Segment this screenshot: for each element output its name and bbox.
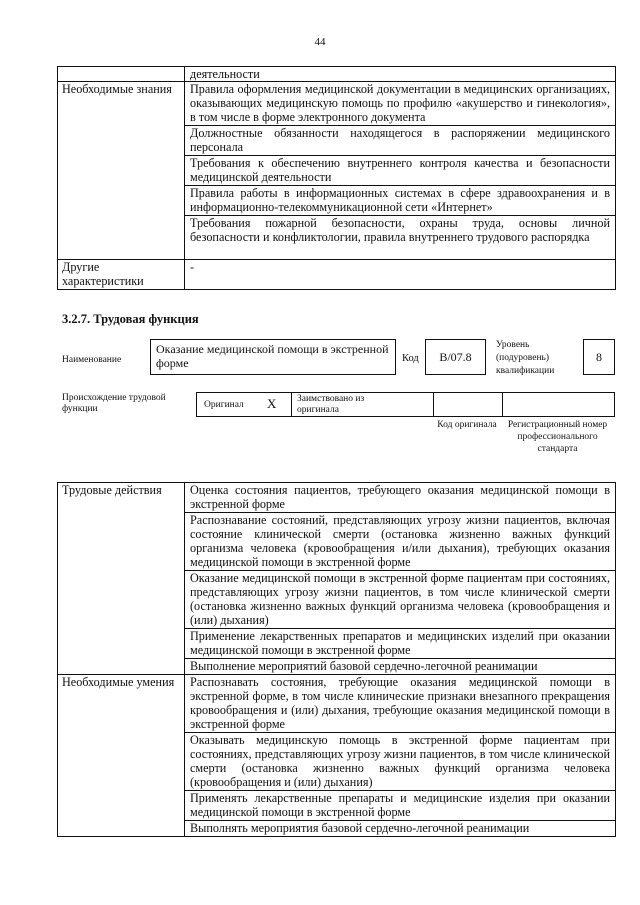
action-item: Применение лекарственных препаратов и медицинских изделий при оказании медицинской помощи в экстренной форме xyxy=(185,629,616,659)
level-box xyxy=(583,339,615,375)
function-name-value: Оказание медицинской помощи в экстренной форме xyxy=(156,342,389,370)
function-name-box xyxy=(150,339,396,375)
other-characteristics-label: Другие характеристики xyxy=(58,260,185,290)
code-box xyxy=(425,339,486,375)
reg-number-label: Регистрационный номер профессионального стандарта xyxy=(507,420,608,454)
code-original-label: Код оригинала xyxy=(437,420,497,430)
knowledge-table xyxy=(57,66,616,290)
knowledge-label: Необходимые знания xyxy=(58,82,185,260)
original-mark: X xyxy=(267,396,277,411)
knowledge-item: Требования пожарной безопасности, охраны труда, основы личной безопасности и конфликтологии, правила внутреннего трудового распорядка xyxy=(185,216,616,260)
skill-item: Распознавать состояния, требующие оказания медицинской помощи в экстренной форме, в том числе клинические признаки внезапного прекращения кровообращения и (или) дыхания, требующие оказания медицинской помощи в экстренной форме xyxy=(185,675,616,733)
action-item: Выполнение мероприятий базовой сердечно-легочной реанимации xyxy=(185,659,616,675)
original-label: Оригинал xyxy=(204,400,244,410)
section-title: 3.2.7. Трудовая функция xyxy=(62,312,199,326)
knowledge-item: Должностные обязанности находящегося в распоряжении медицинского персонала xyxy=(185,126,616,156)
knowledge-item: Правила оформления медицинской документации в медицинских организациях, оказывающих медицинскую помощь по профилю «акушерство и гинекология», в том числе в форме электронного документа xyxy=(185,82,616,126)
action-item: Оценка состояния пациентов, требующего оказания медицинской помощи в экстренной форме xyxy=(185,483,616,513)
action-item: Оказание медицинской помощи в экстренной форме пациентам при состояниях, представляющих угрозу жизни пациентов, в том числе клинической смерти (остановка жизненно важных функций организма человека (кровообращения и (или) дыхания) xyxy=(185,571,616,629)
level-label: Уровень (подуровень) квалификации xyxy=(496,340,555,376)
actions-label: Трудовые действия xyxy=(58,483,185,675)
skill-item: Применять лекарственные препараты и медицинские изделия при оказании медицинской помощи в экстренной форме xyxy=(185,791,616,821)
code-label: Код xyxy=(402,353,419,364)
page-number: 44 xyxy=(314,36,326,48)
continuation-text: деятельности xyxy=(185,67,616,82)
actions-table xyxy=(57,482,616,837)
code-value: B/07.8 xyxy=(439,350,472,364)
origin-box xyxy=(196,392,615,417)
skill-item: Выполнять мероприятия базовой сердечно-легочной реанимации xyxy=(185,821,616,837)
skill-item: Оказывать медицинскую помощь в экстренной форме пациентам при состояниях, представляющих угрозу жизни пациентов, в том числе клинической смерти (остановка жизненно важных функций организма человека (кровообращения и (или) дыхания) xyxy=(185,733,616,791)
origin-label: Происхождение трудовой функции xyxy=(62,393,166,414)
other-characteristics-value: - xyxy=(185,260,616,290)
name-label: Наименование xyxy=(62,355,122,365)
level-value: 8 xyxy=(596,350,602,364)
action-item: Распознавание состояний, представляющих угрозу жизни пациентов, включая состояние клинической смерти (остановка жизненно важных функций организма человека (кровообращения и/или дыхания), требующих оказания медицинской помощи в экстренной форме xyxy=(185,513,616,571)
skills-label: Необходимые умения xyxy=(58,675,185,837)
borrowed-label: Заимствовано из оригинала xyxy=(297,394,365,415)
knowledge-item: Правила работы в информационных системах в сфере здравоохранения и в информационно-телекоммуникационной сети «Интернет» xyxy=(185,186,616,216)
knowledge-item: Требования к обеспечению внутреннего контроля качества и безопасности медицинской деятельности xyxy=(185,156,616,186)
